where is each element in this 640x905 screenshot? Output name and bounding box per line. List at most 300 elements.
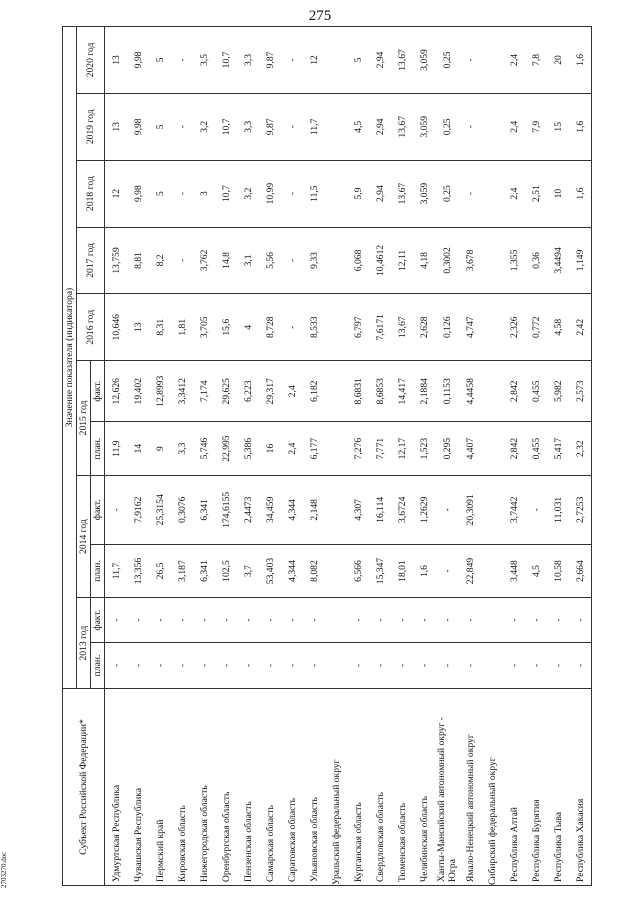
value-cell — [325, 361, 347, 422]
value-cell: 13,67 — [391, 93, 413, 160]
value-cell: 7,6171 — [369, 294, 391, 361]
value-cell: 1,2629 — [413, 475, 435, 544]
value-cell: - — [569, 642, 592, 688]
value-cell: 12 — [303, 27, 325, 94]
subject-name: Ямало-Ненецкий автономный округ — [459, 689, 481, 886]
header-fact-2014: факт. — [91, 475, 105, 544]
value-cell: - — [435, 642, 459, 688]
value-cell: 13 — [127, 294, 149, 361]
subject-name: Челябинская область — [413, 689, 435, 886]
value-cell: 20,3091 — [459, 475, 481, 544]
value-cell: 10,99 — [259, 160, 281, 227]
value-cell: 2,4 — [281, 361, 303, 422]
value-cell — [481, 27, 503, 94]
value-cell — [325, 294, 347, 361]
value-cell: - — [171, 27, 193, 94]
value-cell: 5,9 — [347, 160, 369, 227]
value-cell: 0,455 — [525, 422, 547, 476]
value-cell: - — [547, 642, 569, 688]
value-cell: 1,6 — [569, 93, 592, 160]
value-cell: - — [281, 227, 303, 294]
value-cell: 7,174 — [193, 361, 215, 422]
value-cell: 15,347 — [369, 544, 391, 598]
value-cell — [481, 422, 503, 476]
value-cell: 7,771 — [369, 422, 391, 476]
value-cell: 6,068 — [347, 227, 369, 294]
subject-name: Республика Тыва — [547, 689, 569, 886]
value-cell: 0,3002 — [435, 227, 459, 294]
value-cell: - — [435, 544, 459, 598]
value-cell: - — [171, 642, 193, 688]
value-cell: - — [281, 160, 303, 227]
rotated-table-container — [62, 26, 640, 886]
value-cell: 13,67 — [391, 294, 413, 361]
value-cell: 1,355 — [503, 227, 525, 294]
value-cell: - — [413, 598, 435, 643]
value-cell: 2,1884 — [413, 361, 435, 422]
value-cell: 2,94 — [369, 93, 391, 160]
value-cell: 15,6 — [215, 294, 237, 361]
value-cell: 5 — [149, 160, 171, 227]
table-group-row — [325, 27, 347, 886]
table-row — [171, 27, 193, 886]
value-cell: 2,94 — [369, 160, 391, 227]
header-indicator-value: Значение показателя (индикатора) — [63, 27, 77, 689]
value-cell: 3,7442 — [503, 475, 525, 544]
value-cell: - — [259, 642, 281, 688]
table-row — [413, 27, 435, 886]
value-cell: 13,356 — [127, 544, 149, 598]
value-cell — [481, 160, 503, 227]
table-row — [215, 27, 237, 886]
value-cell: 4,58 — [547, 294, 569, 361]
subject-name: Чувашская Республика — [127, 689, 149, 886]
value-cell: 2,148 — [303, 475, 325, 544]
value-cell: - — [459, 642, 481, 688]
value-cell: 6,341 — [193, 544, 215, 598]
value-cell: 2,51 — [525, 160, 547, 227]
header-year-2015: 2015 год — [77, 361, 91, 476]
value-cell: - — [105, 598, 128, 643]
value-cell: - — [193, 642, 215, 688]
value-cell: 16,114 — [369, 475, 391, 544]
value-cell: 2,4 — [281, 422, 303, 476]
value-cell: 3 — [193, 160, 215, 227]
value-cell: 8,2 — [149, 227, 171, 294]
table-row — [127, 27, 149, 886]
value-cell: 10 — [547, 160, 569, 227]
value-cell: 13,759 — [105, 227, 128, 294]
value-cell: 3,448 — [503, 544, 525, 598]
subject-name: Кировская область — [171, 689, 193, 886]
value-cell: 3,678 — [459, 227, 481, 294]
value-cell: 1,149 — [569, 227, 592, 294]
value-cell: 2,326 — [503, 294, 525, 361]
value-cell: 0,25 — [435, 160, 459, 227]
value-cell: 8,6853 — [369, 361, 391, 422]
value-cell: 29,317 — [259, 361, 281, 422]
value-cell: 3,705 — [193, 294, 215, 361]
value-cell: - — [171, 160, 193, 227]
value-cell: - — [237, 598, 259, 643]
subject-name: Республика Алтай — [503, 689, 525, 886]
value-cell: 7,9 — [525, 93, 547, 160]
value-cell: 3,3412 — [171, 361, 193, 422]
value-cell: 0,455 — [525, 361, 547, 422]
table-row — [459, 27, 481, 886]
value-cell: 6,341 — [193, 475, 215, 544]
value-cell: 3,059 — [413, 160, 435, 227]
value-cell: 3,059 — [413, 27, 435, 94]
value-cell: 2,4 — [503, 160, 525, 227]
value-cell: 10,7 — [215, 160, 237, 227]
value-cell: - — [303, 642, 325, 688]
header-fact-2013: факт. — [91, 598, 105, 643]
file-name: 2703270.doc — [0, 851, 8, 888]
value-cell — [325, 227, 347, 294]
value-cell: 12,626 — [105, 361, 128, 422]
value-cell: 0,3076 — [171, 475, 193, 544]
value-cell: - — [435, 598, 459, 643]
subject-name: Ульяновская область — [303, 689, 325, 886]
table-row — [391, 27, 413, 886]
value-cell: - — [193, 598, 215, 643]
value-cell: 2,842 — [503, 422, 525, 476]
value-cell — [481, 93, 503, 160]
value-cell: 2,573 — [569, 361, 592, 422]
value-cell: 16 — [259, 422, 281, 476]
subject-name: Ханты-Мансийский автономный округ - Югра — [435, 689, 459, 886]
value-cell: 8,31 — [149, 294, 171, 361]
value-cell: 11,5 — [303, 160, 325, 227]
value-cell: 5,982 — [547, 361, 569, 422]
value-cell: 4,5 — [347, 93, 369, 160]
subject-name: Курганская область — [347, 689, 369, 886]
value-cell: - — [259, 598, 281, 643]
value-cell: 10,646 — [105, 294, 128, 361]
value-cell: 11,7 — [303, 93, 325, 160]
header-year-2019: 2019 год — [77, 93, 105, 160]
value-cell: 22,995 — [215, 422, 237, 476]
value-cell: - — [347, 598, 369, 643]
value-cell: 18,01 — [391, 544, 413, 598]
value-cell: 6,566 — [347, 544, 369, 598]
value-cell: - — [525, 642, 547, 688]
table-row — [435, 27, 459, 886]
value-cell: 8,728 — [259, 294, 281, 361]
value-cell: - — [127, 598, 149, 643]
header-fact-2015: факт. — [91, 361, 105, 422]
value-cell: 3,3 — [237, 93, 259, 160]
value-cell: - — [281, 598, 303, 643]
value-cell: 53,403 — [259, 544, 281, 598]
value-cell: 7,9162 — [127, 475, 149, 544]
value-cell: 5,386 — [237, 422, 259, 476]
value-cell: 1,6 — [569, 27, 592, 94]
value-cell: 10,7 — [215, 27, 237, 94]
value-cell: 2,7253 — [569, 475, 592, 544]
value-cell: 0,295 — [435, 422, 459, 476]
value-cell: 12 — [105, 160, 128, 227]
page-number: 275 — [308, 8, 332, 24]
value-cell: 3,7 — [237, 544, 259, 598]
subject-name: Саратовская область — [281, 689, 303, 886]
table-header — [63, 27, 105, 886]
value-cell: 8,81 — [127, 227, 149, 294]
value-cell — [481, 598, 503, 643]
value-cell: 5,746 — [193, 422, 215, 476]
value-cell: - — [391, 598, 413, 643]
value-cell: 6,177 — [303, 422, 325, 476]
value-cell: 2,94 — [369, 27, 391, 94]
value-cell: 1,6 — [569, 160, 592, 227]
value-cell: 5,56 — [259, 227, 281, 294]
value-cell: - — [105, 475, 128, 544]
value-cell: - — [237, 642, 259, 688]
value-cell — [325, 27, 347, 94]
value-cell: 8,082 — [303, 544, 325, 598]
value-cell: 19,402 — [127, 361, 149, 422]
value-cell: - — [171, 227, 193, 294]
value-cell: 4,5 — [525, 544, 547, 598]
value-cell: 3,3 — [171, 422, 193, 476]
value-cell: - — [459, 27, 481, 94]
value-cell: - — [503, 598, 525, 643]
value-cell: 1,523 — [413, 422, 435, 476]
value-cell: 6,223 — [237, 361, 259, 422]
value-cell — [481, 227, 503, 294]
value-cell: 1,81 — [171, 294, 193, 361]
value-cell: 29,625 — [215, 361, 237, 422]
table-row — [347, 27, 369, 886]
value-cell — [325, 544, 347, 598]
table-row — [149, 27, 171, 886]
group-name: Уральский федеральный округ — [325, 689, 347, 886]
subject-name: Нижегородская область — [193, 689, 215, 886]
value-cell: 25,3154 — [149, 475, 171, 544]
value-cell: - — [105, 642, 128, 688]
header-plan-2014: план. — [91, 544, 105, 598]
value-cell: 174,6155 — [215, 475, 237, 544]
value-cell: 10,58 — [547, 544, 569, 598]
header-plan-2013: план. — [91, 642, 105, 688]
value-cell — [325, 160, 347, 227]
value-cell: - — [281, 642, 303, 688]
value-cell: - — [569, 598, 592, 643]
value-cell: 0,36 — [525, 227, 547, 294]
value-cell: 20 — [547, 27, 569, 94]
value-cell: - — [171, 598, 193, 643]
table-group-row — [481, 27, 503, 886]
value-cell: 11,7 — [105, 544, 128, 598]
value-cell: - — [281, 27, 303, 94]
value-cell — [481, 544, 503, 598]
value-cell: 0,772 — [525, 294, 547, 361]
header-year-2017: 2017 год — [77, 227, 105, 294]
value-cell: 3,3 — [237, 27, 259, 94]
table-body — [105, 27, 592, 886]
value-cell: 2,4 — [503, 93, 525, 160]
subject-name: Пензенская область — [237, 689, 259, 886]
value-cell: 13 — [105, 27, 128, 94]
value-cell: 5 — [347, 27, 369, 94]
header-year-2020: 2020 год — [77, 27, 105, 94]
value-cell: 2,42 — [569, 294, 592, 361]
value-cell — [325, 598, 347, 643]
value-cell: 0,1153 — [435, 361, 459, 422]
value-cell: 4,407 — [459, 422, 481, 476]
value-cell: 7,8 — [525, 27, 547, 94]
value-cell: 12,17 — [391, 422, 413, 476]
value-cell: 0,25 — [435, 93, 459, 160]
value-cell — [325, 93, 347, 160]
value-cell: - — [149, 598, 171, 643]
value-cell: - — [547, 598, 569, 643]
group-name: Сибирский федеральный округ — [481, 689, 503, 886]
subject-name: Оренбургская область — [215, 689, 237, 886]
value-cell: 4,344 — [281, 544, 303, 598]
value-cell: 2,4 — [503, 27, 525, 94]
table-row — [105, 27, 128, 886]
value-cell: 7,276 — [347, 422, 369, 476]
subject-name: Пермский край — [149, 689, 171, 886]
value-cell: 5,417 — [547, 422, 569, 476]
value-cell: - — [369, 598, 391, 643]
value-cell — [481, 642, 503, 688]
value-cell: 2,664 — [569, 544, 592, 598]
value-cell: 13,67 — [391, 27, 413, 94]
table-row — [281, 27, 303, 886]
value-cell: 9,87 — [259, 93, 281, 160]
value-cell: 3,762 — [193, 227, 215, 294]
value-cell: - — [347, 642, 369, 688]
subject-name: Тюменская область — [391, 689, 413, 886]
table-row — [503, 27, 525, 886]
value-cell: 4,307 — [347, 475, 369, 544]
value-cell: 14,8 — [215, 227, 237, 294]
value-cell: 4,4458 — [459, 361, 481, 422]
value-cell: 22,849 — [459, 544, 481, 598]
value-cell: 26,5 — [149, 544, 171, 598]
value-cell: 6,182 — [303, 361, 325, 422]
value-cell: 5 — [149, 27, 171, 94]
value-cell: 9,87 — [259, 27, 281, 94]
value-cell: 6,797 — [347, 294, 369, 361]
value-cell: 12,11 — [391, 227, 413, 294]
value-cell: 11,031 — [547, 475, 569, 544]
value-cell: - — [281, 93, 303, 160]
value-cell — [481, 361, 503, 422]
value-cell: 10,7 — [215, 93, 237, 160]
value-cell: - — [391, 642, 413, 688]
table-row — [369, 27, 391, 886]
value-cell: 3,187 — [171, 544, 193, 598]
value-cell: 4,344 — [281, 475, 303, 544]
value-cell — [325, 642, 347, 688]
value-cell — [325, 475, 347, 544]
value-cell: - — [215, 598, 237, 643]
value-cell: 2,32 — [569, 422, 592, 476]
table-row — [193, 27, 215, 886]
header-year-2018: 2018 год — [77, 160, 105, 227]
header-year-2014: 2014 год — [77, 475, 91, 597]
value-cell: 1,6 — [413, 544, 435, 598]
value-cell — [481, 475, 503, 544]
header-year-2013: 2013 год — [77, 598, 91, 689]
value-cell: 13,67 — [391, 160, 413, 227]
table-row — [303, 27, 325, 886]
value-cell: - — [525, 598, 547, 643]
value-cell: 3,2 — [193, 93, 215, 160]
value-cell: - — [281, 294, 303, 361]
value-cell: 12,8993 — [149, 361, 171, 422]
value-cell: - — [459, 93, 481, 160]
value-cell: 14,417 — [391, 361, 413, 422]
value-cell: - — [503, 642, 525, 688]
value-cell: 4,747 — [459, 294, 481, 361]
value-cell: 2,4473 — [237, 475, 259, 544]
table-row — [569, 27, 592, 886]
value-cell: 3,4494 — [547, 227, 569, 294]
value-cell: - — [413, 642, 435, 688]
subject-name: Республика Хакасия — [569, 689, 592, 886]
value-cell: 102,5 — [215, 544, 237, 598]
subject-name: Самарская область — [259, 689, 281, 886]
value-cell: 3,5 — [193, 27, 215, 94]
table-row — [525, 27, 547, 886]
value-cell: 9,98 — [127, 27, 149, 94]
value-cell: 0,25 — [435, 27, 459, 94]
indicator-table — [62, 26, 592, 886]
value-cell: - — [369, 642, 391, 688]
value-cell: 0,126 — [435, 294, 459, 361]
value-cell: - — [459, 160, 481, 227]
subject-name: Республика Бурятия — [525, 689, 547, 886]
value-cell: 2,842 — [503, 361, 525, 422]
value-cell: 8,533 — [303, 294, 325, 361]
value-cell: - — [149, 642, 171, 688]
subject-name: Свердловская область — [369, 689, 391, 886]
value-cell: - — [525, 475, 547, 544]
value-cell: 13 — [105, 93, 128, 160]
value-cell: 3,6724 — [391, 475, 413, 544]
value-cell: 3,2 — [237, 160, 259, 227]
header-plan-2015: план. — [91, 422, 105, 476]
value-cell: 15 — [547, 93, 569, 160]
value-cell: - — [171, 93, 193, 160]
value-cell — [325, 422, 347, 476]
value-cell: 14 — [127, 422, 149, 476]
value-cell: 9,98 — [127, 160, 149, 227]
value-cell: - — [215, 642, 237, 688]
table-row — [547, 27, 569, 886]
value-cell: 9,98 — [127, 93, 149, 160]
value-cell: 34,459 — [259, 475, 281, 544]
value-cell: 4,18 — [413, 227, 435, 294]
value-cell: 9 — [149, 422, 171, 476]
value-cell: 2,628 — [413, 294, 435, 361]
value-cell — [481, 294, 503, 361]
value-cell: 3,1 — [237, 227, 259, 294]
value-cell: 11,9 — [105, 422, 128, 476]
value-cell: 3,059 — [413, 93, 435, 160]
subject-name: Удмуртская Республика — [105, 689, 128, 886]
header-year-2016: 2016 год — [77, 294, 105, 361]
value-cell: 9,33 — [303, 227, 325, 294]
value-cell: - — [459, 598, 481, 643]
table-row — [259, 27, 281, 886]
value-cell: 8,6831 — [347, 361, 369, 422]
